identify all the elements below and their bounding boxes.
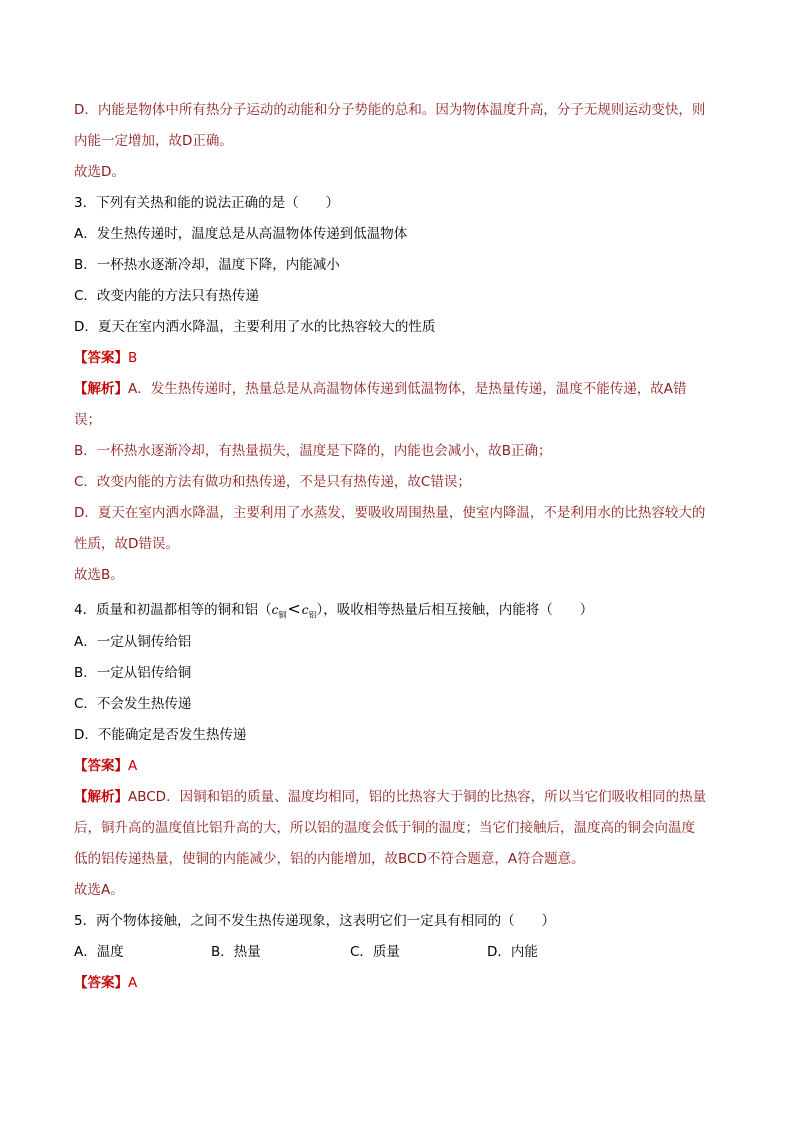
- q3-option-a: A．发生热传递时，温度总是从高温物体传递到低温物体: [74, 226, 408, 242]
- q3-stem: 3．下列有关热和能的说法正确的是（ ）: [74, 195, 340, 211]
- q5-answer-label: 【答案】: [74, 975, 128, 991]
- q3-conclusion: 故选B。: [74, 567, 124, 583]
- q5-answer-value: A: [128, 975, 138, 991]
- q5-option-d: D．内能: [487, 944, 538, 960]
- q4-stem: [74, 591, 724, 627]
- q4-sub-cu: 铜: [278, 610, 287, 620]
- q4-analysis-line2: 后，铜升高的温度值比铝升高的大，所以铝的温度会低于铜的温度；当它们接触后，温度高的铜会向温度: [74, 820, 695, 836]
- q4-stem-after: ），吸收相等热量后相互接触，内能将（ ）: [316, 602, 594, 618]
- q3-option-c: C．改变内能的方法只有热传递: [74, 288, 259, 304]
- q3-option-b: B．一杯热水逐渐冷却，温度下降，内能减小: [74, 257, 340, 273]
- q5-options: [74, 937, 724, 968]
- q5-option-c: C．质量: [350, 944, 400, 960]
- q4-less-than: <: [287, 599, 301, 618]
- q3-answer-value: B: [128, 350, 138, 366]
- q4-option-a: A．一定从铜传给铝: [74, 634, 192, 650]
- q4-analysis-text: ABCD．因铜和铝的质量、温度均相同，铝的比热容大于铜的比热容，所以当它们吸收相同的热量: [128, 789, 707, 805]
- q4-answer: [74, 751, 724, 782]
- q4-analysis-line3: 低的铝传递热量，使铜的内能减少，铝的内能增加，故BCD不符合题意，A符合题意。: [74, 851, 585, 867]
- q3-answer: [74, 343, 724, 374]
- q4-c-symbol-2: c: [301, 603, 309, 617]
- q4-answer-label: 【答案】: [74, 758, 128, 774]
- q5-answer: [74, 968, 724, 999]
- document-page: [74, 95, 724, 999]
- q5-option-a: A．温度: [74, 944, 124, 960]
- q4-answer-value: A: [128, 758, 138, 774]
- q3-answer-label: 【答案】: [74, 350, 128, 366]
- q3-analysis-line5: D．夏天在室内洒水降温，主要利用了水蒸发，要吸收周围热量，使室内降温，不是利用水的比热容较大的: [74, 505, 706, 521]
- q4-formula: [271, 599, 317, 620]
- q3-analysis-line3: B．一杯热水逐渐冷却，有热量损失，温度是下降的，内能也会减小，故B正确；: [74, 443, 552, 459]
- q4-sub-al: 铝: [308, 610, 317, 620]
- q3-analysis-text: A．发生热传递时，热量总是从高温物体传递到低温物体，是热量传递，温度不能传递，故A错: [128, 381, 687, 397]
- prev-solution-d-line1: D．内能是物体中所有热分子运动的动能和分子势能的总和。因为物体温度升高，分子无规则运动变快，则: [74, 102, 706, 118]
- q4-option-d: D．不能确定是否发生热传递: [74, 727, 247, 743]
- q4-option-c: C．不会发生热传递: [74, 696, 192, 712]
- q4-analysis-line1: [74, 782, 724, 813]
- q3-analysis-line2: 误；: [74, 412, 101, 428]
- q3-analysis-line1: [74, 374, 724, 405]
- q4-analysis-label: 【解析】: [74, 789, 128, 805]
- q5-stem: 5．两个物体接触，之间不发生热传递现象，这表明它们一定具有相同的（ ）: [74, 913, 556, 929]
- q4-stem-before: 4．质量和初温都相等的铜和铝（: [74, 602, 272, 618]
- q4-c-symbol-1: c: [271, 603, 279, 617]
- q3-option-d: D．夏天在室内洒水降温，主要利用了水的比热容较大的性质: [74, 319, 436, 335]
- q4-option-b: B．一定从铝传给铜: [74, 665, 192, 681]
- q3-analysis-label: 【解析】: [74, 381, 128, 397]
- q3-analysis-line4: C．改变内能的方法有做功和热传递，不是只有热传递，故C错误；: [74, 474, 471, 490]
- q3-analysis-line6: 性质，故D错误。: [74, 536, 179, 552]
- prev-solution-d-line2: 内能一定增加，故D正确。: [74, 133, 233, 149]
- q4-conclusion: 故选A。: [74, 882, 124, 898]
- q5-option-b: B．热量: [211, 944, 261, 960]
- prev-conclusion: 故选D。: [74, 164, 125, 180]
